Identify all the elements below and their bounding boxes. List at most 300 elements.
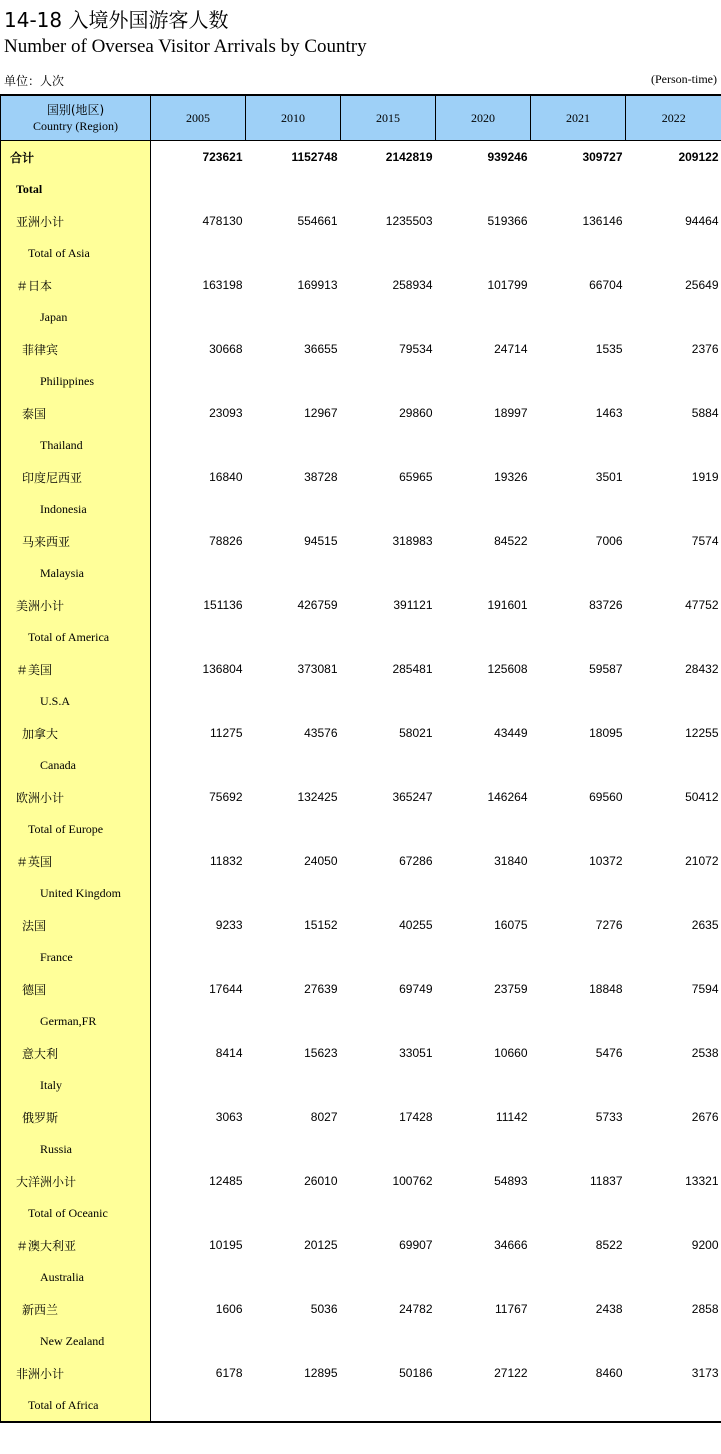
cell-value: 151136	[203, 598, 243, 612]
cell-empty	[246, 1133, 341, 1165]
cell-value: 125608	[487, 662, 528, 676]
row-label-zh: 法国	[1, 909, 151, 941]
cell-empty	[436, 493, 531, 525]
cell-value: 11832	[210, 854, 243, 868]
cell-value: 11275	[210, 726, 243, 740]
cell-empty	[626, 365, 721, 397]
cell-value: 365247	[392, 790, 433, 804]
table-row	[1, 461, 721, 493]
cell-value: 79534	[399, 342, 433, 356]
cell-empty	[151, 365, 246, 397]
cell-empty	[341, 493, 436, 525]
cell-value: 146264	[487, 790, 528, 804]
cell-empty	[246, 1261, 341, 1293]
cell-value: 75692	[209, 790, 243, 804]
cell-value: 8414	[215, 1046, 243, 1060]
cell-value: 6178	[215, 1366, 243, 1380]
cell-value: 191601	[487, 598, 528, 612]
row-label-zh: 亚洲小计	[1, 205, 151, 237]
table-row	[1, 269, 721, 301]
cell-empty	[436, 365, 531, 397]
cell-value: 3501	[595, 470, 623, 484]
cell-value: 36655	[304, 342, 338, 356]
cell-empty	[436, 173, 531, 205]
cell-empty	[626, 685, 721, 717]
cell-value: 2438	[595, 1302, 623, 1316]
cell-value: 26010	[304, 1174, 338, 1188]
page-subtitle: Number of Oversea Visitor Arrivals by Country	[4, 36, 367, 57]
cell-value: 7574	[691, 534, 719, 548]
row-label-zh: 加拿大	[1, 717, 151, 749]
cell-value: 100762	[392, 1174, 433, 1188]
header-country-en: Country (Region)	[33, 119, 118, 133]
cell-empty	[341, 813, 436, 845]
unit-label: 单位：人次	[4, 74, 65, 88]
cell-empty	[436, 557, 531, 589]
table-row	[1, 365, 721, 397]
cell-empty	[436, 429, 531, 461]
cell-value: 209122	[678, 150, 719, 164]
cell-empty	[341, 941, 436, 973]
table-row	[1, 653, 721, 685]
table-row	[1, 813, 721, 845]
table-row	[1, 589, 721, 621]
row-label-zh: ＃澳大利亚	[1, 1229, 151, 1261]
cell-empty	[531, 1133, 626, 1165]
cell-empty	[341, 1325, 436, 1357]
cell-empty	[341, 749, 436, 781]
cell-empty	[151, 877, 246, 909]
cell-empty	[626, 493, 721, 525]
cell-value: 11837	[590, 1174, 623, 1188]
cell-value: 10195	[209, 1238, 243, 1252]
cell-empty	[151, 1389, 246, 1422]
row-label-zh: 新西兰	[1, 1293, 151, 1325]
cell-empty	[246, 557, 341, 589]
cell-empty	[436, 1069, 531, 1101]
cell-value: 27122	[494, 1366, 528, 1380]
cell-empty	[436, 941, 531, 973]
table-header-row	[1, 95, 721, 141]
cell-empty	[246, 941, 341, 973]
row-label-en: Australia	[1, 1261, 151, 1293]
cell-empty	[341, 1261, 436, 1293]
cell-empty	[626, 1133, 721, 1165]
header-year: 2010	[246, 95, 341, 141]
row-label-zh: ＃日本	[1, 269, 151, 301]
cell-empty	[341, 1005, 436, 1037]
cell-value: 1152748	[291, 150, 338, 164]
table-row	[1, 205, 721, 237]
row-label-en: U.S.A	[1, 685, 151, 717]
cell-value: 3063	[215, 1110, 243, 1124]
visitor-table	[0, 94, 721, 1423]
table-row	[1, 845, 721, 877]
cell-value: 554661	[297, 214, 338, 228]
cell-value: 9233	[215, 918, 243, 932]
cell-value: 2376	[691, 342, 719, 356]
cell-value: 33051	[399, 1046, 433, 1060]
cell-value: 8027	[310, 1110, 338, 1124]
cell-empty	[626, 749, 721, 781]
table-row	[1, 141, 721, 174]
cell-empty	[436, 685, 531, 717]
cell-empty	[531, 173, 626, 205]
table-row	[1, 973, 721, 1005]
cell-empty	[246, 301, 341, 333]
row-label-en: Total of Oceanic	[1, 1197, 151, 1229]
cell-empty	[626, 301, 721, 333]
cell-value: 5476	[595, 1046, 623, 1060]
row-label-zh: ＃美国	[1, 653, 151, 685]
cell-value: 69907	[399, 1238, 433, 1252]
table-row	[1, 1229, 721, 1261]
cell-value: 478130	[202, 214, 243, 228]
row-label-zh: 菲律宾	[1, 333, 151, 365]
header-year: 2021	[531, 95, 626, 141]
cell-value: 21072	[685, 854, 719, 868]
table-row	[1, 397, 721, 429]
cell-empty	[531, 685, 626, 717]
cell-empty	[626, 813, 721, 845]
cell-value: 18997	[494, 406, 528, 420]
cell-value: 59587	[589, 662, 623, 676]
cell-value: 94464	[685, 214, 719, 228]
cell-empty	[151, 429, 246, 461]
row-label-en: Thailand	[1, 429, 151, 461]
cell-empty	[246, 173, 341, 205]
row-label-zh: 大洋洲小计	[1, 1165, 151, 1197]
cell-value: 10372	[589, 854, 623, 868]
cell-value: 9200	[691, 1238, 719, 1252]
cell-empty	[626, 1005, 721, 1037]
cell-empty	[246, 621, 341, 653]
row-label-en: Malaysia	[1, 557, 151, 589]
cell-empty	[531, 365, 626, 397]
cell-value: 24782	[399, 1302, 433, 1316]
cell-empty	[151, 1325, 246, 1357]
cell-empty	[341, 1133, 436, 1165]
table-row	[1, 237, 721, 269]
row-label-zh: 泰国	[1, 397, 151, 429]
cell-value: 12485	[209, 1174, 243, 1188]
table-row	[1, 877, 721, 909]
cell-empty	[531, 429, 626, 461]
table-row	[1, 1005, 721, 1037]
table-row	[1, 1389, 721, 1422]
table-row	[1, 1069, 721, 1101]
cell-value: 2635	[691, 918, 719, 932]
cell-value: 31840	[494, 854, 528, 868]
cell-empty	[436, 1325, 531, 1357]
cell-empty	[341, 429, 436, 461]
cell-empty	[531, 877, 626, 909]
cell-empty	[626, 621, 721, 653]
cell-empty	[531, 621, 626, 653]
table-row	[1, 333, 721, 365]
row-label-en: Russia	[1, 1133, 151, 1165]
header-year: 2005	[151, 95, 246, 141]
cell-empty	[436, 1197, 531, 1229]
row-label-en: France	[1, 941, 151, 973]
cell-empty	[246, 493, 341, 525]
cell-empty	[246, 429, 341, 461]
cell-empty	[436, 237, 531, 269]
cell-empty	[341, 557, 436, 589]
cell-empty	[246, 685, 341, 717]
cell-value: 12967	[304, 406, 338, 420]
cell-value: 17428	[399, 1110, 433, 1124]
table-row	[1, 781, 721, 813]
table-row	[1, 1133, 721, 1165]
cell-value: 54893	[494, 1174, 528, 1188]
table-row	[1, 1101, 721, 1133]
row-label-en: Total	[1, 173, 151, 205]
cell-value: 373081	[297, 662, 338, 676]
cell-empty	[151, 749, 246, 781]
cell-value: 19326	[494, 470, 528, 484]
cell-value: 7006	[595, 534, 623, 548]
cell-empty	[436, 877, 531, 909]
table-row	[1, 1197, 721, 1229]
cell-value: 17644	[209, 982, 243, 996]
cell-empty	[246, 237, 341, 269]
table-row	[1, 1261, 721, 1293]
cell-value: 43576	[304, 726, 338, 740]
cell-value: 43449	[494, 726, 528, 740]
row-label-zh: 德国	[1, 973, 151, 1005]
cell-value: 15152	[304, 918, 338, 932]
cell-value: 136804	[202, 662, 243, 676]
cell-value: 23759	[494, 982, 528, 996]
cell-value: 16840	[209, 470, 243, 484]
cell-empty	[151, 493, 246, 525]
cell-value: 1535	[595, 342, 623, 356]
table-row	[1, 1357, 721, 1389]
cell-empty	[531, 749, 626, 781]
cell-empty	[151, 1005, 246, 1037]
cell-value: 34666	[494, 1238, 528, 1252]
cell-value: 69749	[399, 982, 433, 996]
cell-value: 2858	[691, 1302, 719, 1316]
cell-empty	[626, 1261, 721, 1293]
cell-empty	[341, 1389, 436, 1422]
cell-value: 8522	[595, 1238, 623, 1252]
cell-value: 2142819	[385, 150, 433, 164]
row-label-zh: 意大利	[1, 1037, 151, 1069]
cell-value: 132425	[297, 790, 338, 804]
cell-empty	[151, 301, 246, 333]
cell-value: 136146	[582, 214, 623, 228]
cell-empty	[151, 557, 246, 589]
table-row	[1, 301, 721, 333]
header-country-zh: 国别(地区)	[46, 103, 105, 117]
row-label-zh: 欧洲小计	[1, 781, 151, 813]
cell-empty	[151, 1261, 246, 1293]
row-label-en: Total of Africa	[1, 1389, 151, 1422]
cell-empty	[626, 173, 721, 205]
cell-empty	[341, 365, 436, 397]
cell-value: 29860	[399, 406, 433, 420]
row-label-en: Japan	[1, 301, 151, 333]
cell-value: 15623	[304, 1046, 338, 1060]
row-label-en: Indonesia	[1, 493, 151, 525]
cell-empty	[436, 1005, 531, 1037]
cell-value: 7276	[595, 918, 623, 932]
cell-value: 40255	[399, 918, 433, 932]
cell-value: 163198	[202, 278, 243, 292]
table-row	[1, 1293, 721, 1325]
row-label-en: New Zealand	[1, 1325, 151, 1357]
cell-value: 23093	[209, 406, 243, 420]
row-label-zh: 非洲小计	[1, 1357, 151, 1389]
cell-empty	[246, 1197, 341, 1229]
row-label-zh: 美洲小计	[1, 589, 151, 621]
row-label-en: Total of America	[1, 621, 151, 653]
cell-empty	[626, 1389, 721, 1422]
row-label-en: Total of Asia	[1, 237, 151, 269]
cell-value: 78826	[209, 534, 243, 548]
cell-value: 27639	[304, 982, 338, 996]
cell-empty	[341, 1197, 436, 1229]
row-label-en: Philippines	[1, 365, 151, 397]
cell-value: 426759	[297, 598, 338, 612]
cell-value: 391121	[393, 598, 433, 612]
table-row	[1, 621, 721, 653]
cell-empty	[531, 1325, 626, 1357]
table-row	[1, 749, 721, 781]
cell-value: 1463	[595, 406, 623, 420]
cell-empty	[531, 1389, 626, 1422]
header-year: 2020	[436, 95, 531, 141]
cell-empty	[151, 173, 246, 205]
cell-empty	[531, 1005, 626, 1037]
cell-empty	[246, 1069, 341, 1101]
cell-value: 65965	[399, 470, 433, 484]
cell-value: 7594	[691, 982, 719, 996]
table-row	[1, 429, 721, 461]
cell-value: 723621	[202, 150, 243, 164]
table-row	[1, 1037, 721, 1069]
cell-value: 83726	[589, 598, 623, 612]
cell-empty	[531, 301, 626, 333]
cell-value: 69560	[589, 790, 623, 804]
cell-value: 11767	[495, 1302, 528, 1316]
cell-value: 309727	[582, 150, 623, 164]
cell-empty	[246, 813, 341, 845]
table-row	[1, 525, 721, 557]
cell-value: 8460	[595, 1366, 623, 1380]
cell-value: 12255	[685, 726, 719, 740]
cell-empty	[341, 621, 436, 653]
cell-empty	[246, 1325, 341, 1357]
cell-empty	[246, 1005, 341, 1037]
unit-label-en: (Person-time)	[651, 72, 717, 86]
cell-empty	[531, 493, 626, 525]
cell-value: 13321	[685, 1174, 719, 1188]
row-label-en: Total of Europe	[1, 813, 151, 845]
header-year: 2015	[341, 95, 436, 141]
table-row	[1, 941, 721, 973]
cell-value: 24050	[304, 854, 338, 868]
cell-value: 519366	[487, 214, 528, 228]
cell-value: 84522	[494, 534, 528, 548]
cell-empty	[151, 813, 246, 845]
cell-value: 10660	[494, 1046, 528, 1060]
cell-value: 101799	[487, 278, 528, 292]
table-row	[1, 685, 721, 717]
cell-empty	[341, 301, 436, 333]
cell-empty	[341, 173, 436, 205]
cell-empty	[246, 365, 341, 397]
table-row	[1, 173, 721, 205]
cell-value: 5733	[595, 1110, 623, 1124]
cell-empty	[626, 941, 721, 973]
cell-empty	[246, 1389, 341, 1422]
row-label-en: Italy	[1, 1069, 151, 1101]
cell-empty	[626, 1069, 721, 1101]
cell-empty	[531, 557, 626, 589]
table-row	[1, 493, 721, 525]
row-label-en: Canada	[1, 749, 151, 781]
cell-value: 24714	[494, 342, 528, 356]
cell-empty	[436, 621, 531, 653]
cell-value: 5884	[691, 406, 719, 420]
cell-empty	[436, 1261, 531, 1293]
table-row	[1, 557, 721, 589]
cell-empty	[531, 1261, 626, 1293]
row-label-zh: 马来西亚	[1, 525, 151, 557]
table-row	[1, 1325, 721, 1357]
cell-empty	[246, 877, 341, 909]
cell-value: 66704	[589, 278, 623, 292]
table-row	[1, 717, 721, 749]
cell-empty	[626, 1325, 721, 1357]
cell-value: 58021	[399, 726, 433, 740]
table-row	[1, 909, 721, 941]
cell-empty	[151, 1133, 246, 1165]
cell-value: 1919	[691, 470, 719, 484]
cell-empty	[436, 1133, 531, 1165]
cell-value: 1235503	[385, 214, 433, 228]
cell-empty	[626, 237, 721, 269]
cell-empty	[531, 237, 626, 269]
cell-empty	[436, 813, 531, 845]
table-body	[1, 141, 721, 1423]
cell-empty	[341, 877, 436, 909]
cell-empty	[151, 1069, 246, 1101]
row-label-en: United Kingdom	[1, 877, 151, 909]
cell-empty	[436, 301, 531, 333]
cell-empty	[626, 877, 721, 909]
cell-value: 67286	[399, 854, 433, 868]
cell-value: 16075	[494, 918, 528, 932]
cell-empty	[151, 685, 246, 717]
cell-value: 285481	[392, 662, 433, 676]
cell-empty	[626, 1197, 721, 1229]
cell-empty	[531, 941, 626, 973]
cell-empty	[626, 557, 721, 589]
row-label-zh: 印度尼西亚	[1, 461, 151, 493]
cell-value: 25649	[685, 278, 719, 292]
row-label-en: German,FR	[1, 1005, 151, 1037]
cell-empty	[151, 237, 246, 269]
cell-value: 939246	[487, 150, 528, 164]
cell-value: 30668	[209, 342, 243, 356]
cell-value: 20125	[304, 1238, 338, 1252]
cell-value: 12895	[304, 1366, 338, 1380]
cell-value: 318983	[392, 534, 433, 548]
